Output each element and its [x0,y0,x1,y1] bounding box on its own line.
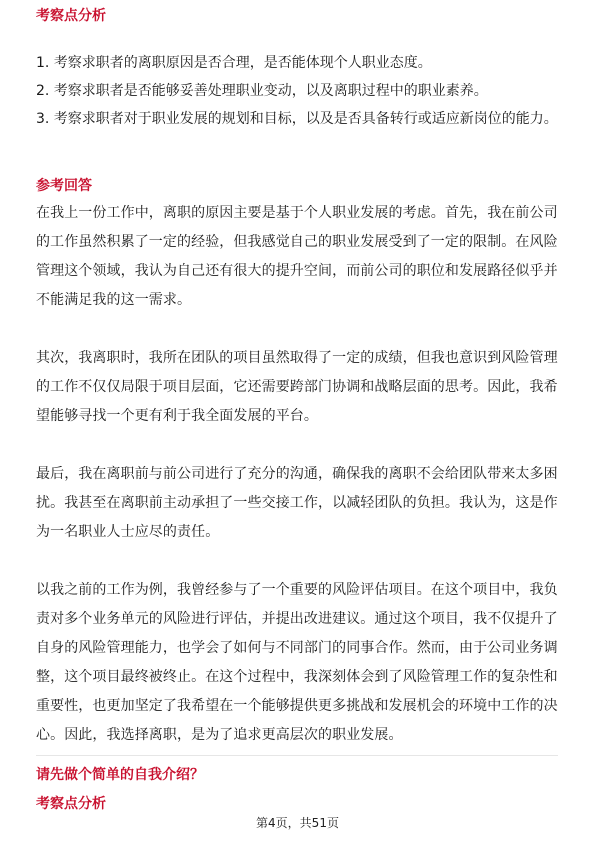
analysis-point: 3. 考察求职者对于职业发展的规划和目标，以及是否具备转行或适应新岗位的能力。 [36,111,558,127]
section-divider [36,755,558,756]
section-heading-analysis: 考察点分析 [36,8,106,24]
answer-paragraph: 最后，我在离职前与前公司进行了充分的沟通，确保我的离职不会给团队带来太多困扰。我甚至在离职前主动承担了一些交接工作，以减轻团队的负担。我认为，这是作为一名职业人士应尽的责任。 [36,466,558,540]
page-number-footer: 第4页，共51页 [256,816,339,830]
section-heading-analysis-next: 考察点分析 [36,796,106,812]
analysis-point-list [36,49,558,133]
answer-paragraph: 其次，我离职时，我所在团队的项目虽然取得了一定的成绩，但我也意识到风险管理的工作不仅仅局限于项目层面，它还需要跨部门协调和战略层面的思考。因此，我希望能够寻找一个更有利于我全面发展的平台。 [36,350,558,424]
answer-paragraph: 在我上一份工作中，离职的原因主要是基于个人职业发展的考虑。首先，我在前公司的工作虽然积累了一定的经验，但我感觉自己的职业发展受到了一定的限制。在风险管理这个领域，我认为自己还有很大的提升空间，而前公司的职位和发展路径似乎并不能满足我的这一需求。 [36,205,558,308]
question-heading: 请先做个简单的自我介绍？ [36,767,204,783]
analysis-point: 2. 考察求职者是否能够妥善处理职业变动，以及离职过程中的职业素养。 [36,83,488,99]
answer-paragraph: 以我之前的工作为例，我曾经参与了一个重要的风险评估项目。在这个项目中，我负责对多个业务单元的风险进行评估，并提出改进建议。通过这个项目，我不仅提升了自身的风险管理能力，也学会了如何与不同部门的同事合作。然而，由于公司业务调整，这个项目最终被终止。在这个过程中，我深刻体会到了风险管理工作的复杂性和重要性，也更加坚定了我希望在一个能够提供更多挑战和发展机会的环境中工作的决心。因此，我选择离职，是为了追求更高层次的职业发展。 [36,582,558,743]
reference-answer-body [36,199,558,750]
analysis-point: 1. 考察求职者的离职原因是否合理，是否能体现个人职业态度。 [36,55,432,71]
section-heading-reference-answer: 参考回答 [36,178,92,194]
